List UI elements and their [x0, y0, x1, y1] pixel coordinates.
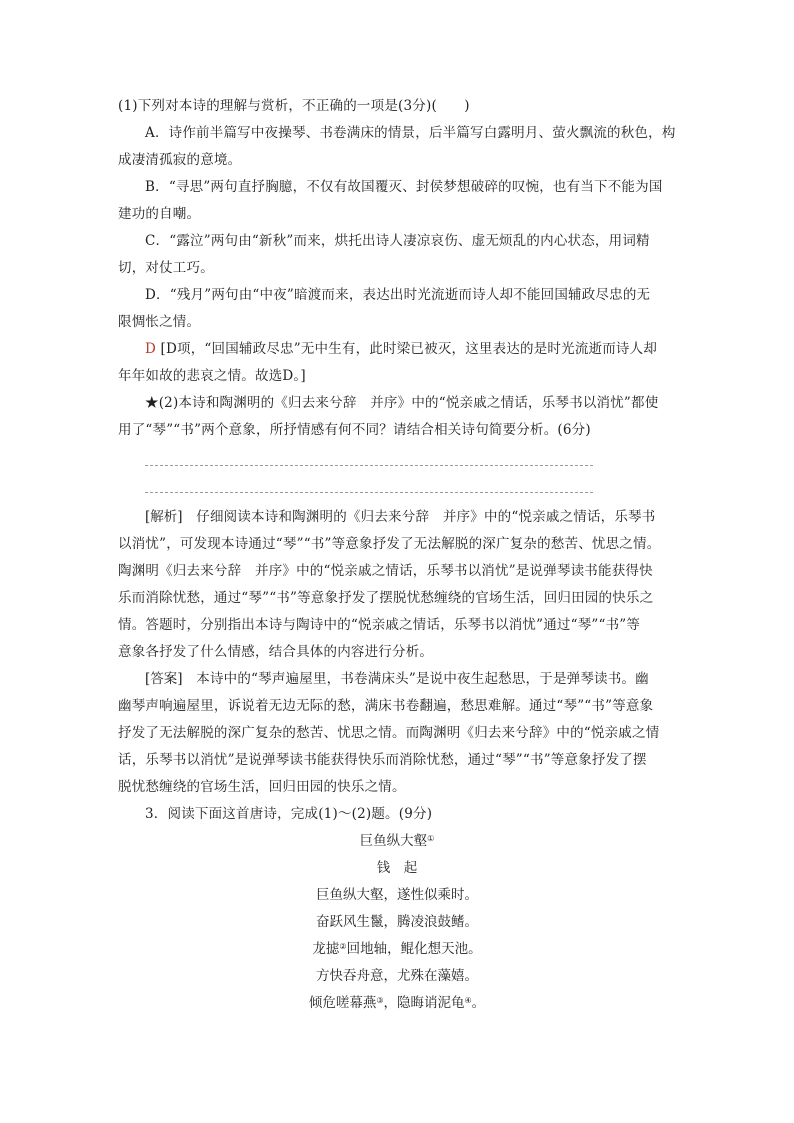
poem-line-3-text: 龙摅: [312, 941, 340, 957]
q2-stem-line2: 用了“琴”“书”两个意象，所抒情感有何不同？请结合相关诗句简要分析。(6分): [118, 422, 591, 438]
q3-stem: 3．阅读下面这首唐诗，完成(1)～(2)题。(9分): [145, 806, 433, 822]
q1-option-c-line2: 切，对仗工巧。: [118, 260, 214, 276]
poem-line-1-text: 巨鱼纵大壑，遂性似乘时。: [316, 887, 478, 903]
poem-title-text: 巨鱼纵大壑: [359, 833, 428, 849]
poem-line-5-tail: ，隐晦诮泥龟: [383, 995, 465, 1011]
q1-stem: (1)下列对本诗的理解与赏析，不正确的一项是(3分)( ): [118, 98, 470, 114]
answer-blank-line-2: [145, 492, 593, 493]
poem-line-1: [230, 886, 564, 904]
q1-option-d-line1: D．“残月”两句由“中夜”暗渡而来，表达出时光流逝而诗人却不能回国辅政尽忠的无: [145, 287, 651, 303]
poem-line-2: [230, 913, 564, 931]
q2-analysis-line1: [145, 508, 705, 526]
q1-option-c-line1: C．“露泣”两句由“新秋”而来，烘托出诗人凄凉哀伤、虚无烦乱的内心状态，用词精: [145, 233, 650, 249]
poem-author: 钱 起: [376, 860, 418, 876]
q1-option-d-line2: 限惆怅之情。: [118, 314, 201, 330]
q1-option-a-line1: A．诗作前半篇写中夜操琴、书卷满床的情景，后半篇写白露明月、萤火飘流的秋色，构: [145, 125, 676, 141]
poem-line-5-text: 倾危嗟幕燕: [308, 995, 377, 1011]
q2-answer-line1: [145, 670, 705, 688]
q2-analysis-line4: 乐而消除忧愁，通过“琴”“书”等意象抒发了摆脱忧愁缠绕的官场生活，回归田园的快乐之: [118, 590, 654, 606]
answer-blank-line-1: [145, 465, 593, 466]
analysis-tag: [解析]: [145, 509, 183, 525]
poem-line-4: [230, 967, 564, 985]
poem-line-5-note-2: ④: [464, 996, 472, 1005]
poem-line-4-text: 方快吞舟意，尤殊在藻嬉。: [316, 968, 478, 984]
poem-line-3-tail: 回地轴，鲲化想天池。: [346, 941, 482, 957]
poem-title-note: ①: [427, 834, 435, 843]
poem-line-5-end: 。: [471, 995, 486, 1011]
q2-answer-line3: 抒发了无法解脱的深广复杂的愁苦、忧思之情。而陶渊明《归去来兮辞》中的“悦亲戚之情: [118, 725, 660, 741]
q2-analysis-line2: 以消忧”，可发现本诗通过“琴”“书”等意象抒发了无法解脱的深广复杂的愁苦、忧思之情。: [118, 536, 661, 552]
poem-line-5: [230, 994, 564, 1012]
poem-title: [230, 832, 564, 850]
q1-answer-explain: [D项，“回国辅政尽忠”无中生有，此时梁已被灭，这里表达的是时光流逝而诗人却: [160, 341, 658, 357]
poem-line-2-text: 奋跃风生鬣，腾凌浪鼓鳍。: [316, 914, 478, 930]
q1-option-b-line1: B．“寻思”两句直抒胸臆，不仅有故国覆灭、封侯梦想破碎的叹惋，也有当下不能为国: [145, 179, 663, 195]
poem-line-3: [230, 940, 564, 958]
q1-answer-line1: [145, 340, 705, 358]
q2-analysis-line6: 意象各抒发了什么情感，结合具体的内容进行分析。: [118, 644, 434, 660]
poem-line-3-note: ②: [339, 942, 347, 951]
q2-analysis-text: 仔细阅读本诗和陶渊明的《归去来兮辞 并序》中的“悦亲戚之情话，乐琴书: [182, 509, 656, 525]
q2-answer-line4: 话，乐琴书以消忧”是说弹琴读书能获得快乐而消除忧愁，通过“琴”“书”等意象抒发了摆: [118, 752, 647, 768]
q1-option-b-line2: 建功的自嘲。: [118, 206, 201, 222]
q2-analysis-line3: 陶渊明《归去来兮辞 并序》中的“悦亲戚之情话，乐琴书以消忧”是说弹琴读书能获得快: [118, 563, 653, 579]
answer-tag: [答案]: [145, 671, 183, 687]
q2-stem-line1: ★(2)本诗和陶渊明的《归去来兮辞 并序》中的“悦亲戚之情话，乐琴书以消忧”都使: [145, 395, 659, 411]
q2-analysis-line5: 情。答题时，分别指出本诗与陶诗中的“悦亲戚之情话，乐琴书以消忧”通过“琴”“书”等: [118, 617, 641, 633]
q1-answer-letter: D: [145, 341, 157, 357]
q2-answer-line2: 幽琴声响遍屋里，诉说着无边无际的愁，满床书卷翻遍，愁思难解。通过“琴”“书”等意象: [118, 698, 654, 714]
poem-line-5-note: ③: [376, 996, 384, 1005]
q2-answer-line5: 脱忧愁缠绕的官场生活，回归田园的快乐之情。: [118, 779, 406, 795]
q2-answer-text: 本诗中的“琴声遍屋里，书卷满床头”是说中夜生起愁思，于是弹琴读书。幽: [182, 671, 649, 687]
q1-answer-line2: 年年如故的悲哀之情。故选D。]: [118, 368, 306, 384]
q1-option-a-line2: 成凄清孤寂的意境。: [118, 152, 242, 168]
